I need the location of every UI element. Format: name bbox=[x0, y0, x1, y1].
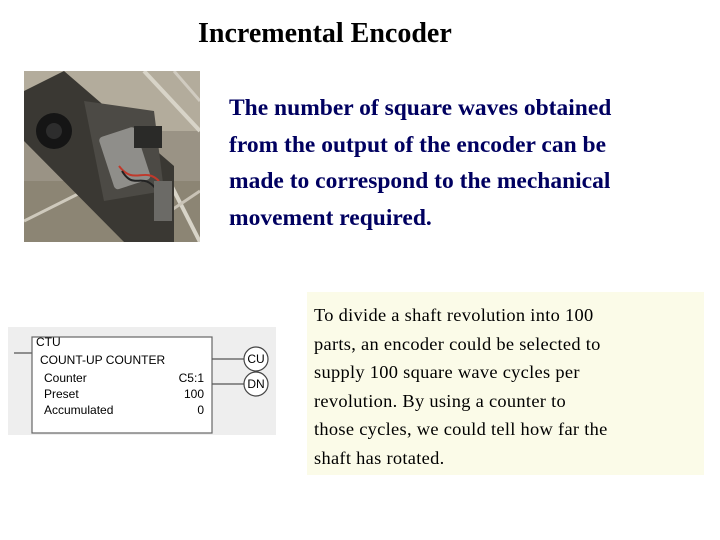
counter-label: Counter bbox=[44, 371, 87, 385]
note-box bbox=[307, 292, 704, 475]
counter-value: C5:1 bbox=[178, 371, 204, 385]
preset-value: 100 bbox=[183, 387, 204, 401]
body-line: The number of square waves obtained bbox=[229, 95, 612, 121]
count-up-counter-block bbox=[8, 327, 276, 435]
note-line: To divide a shaft revolution into 100 bbox=[314, 305, 594, 325]
encoder-photo bbox=[24, 71, 200, 242]
note-line: shaft has rotated. bbox=[314, 447, 445, 468]
body-line: from the output of the encoder can be bbox=[229, 131, 607, 158]
instruction-mnemonic: CTU bbox=[36, 335, 61, 349]
accumulated-label: Accumulated bbox=[44, 403, 114, 417]
cu-output-label: CU bbox=[247, 352, 265, 366]
dn-output-label: DN bbox=[247, 377, 265, 391]
note-line: those cycles, we could tell how far the bbox=[314, 419, 608, 440]
body-line: movement required. bbox=[229, 204, 432, 231]
body-line: made to correspond to the mechanical bbox=[229, 168, 611, 194]
note-line: revolution. By using a counter to bbox=[314, 390, 567, 411]
encoder-photo-graphic bbox=[24, 71, 200, 242]
ladder-rung-diagram bbox=[8, 327, 276, 435]
accumulated-value: 0 bbox=[197, 403, 204, 417]
instruction-name: COUNT-UP COUNTER bbox=[40, 353, 166, 367]
preset-label: Preset bbox=[44, 387, 79, 401]
instruction-box bbox=[32, 337, 212, 433]
note-line: supply 100 square wave cycles per bbox=[314, 362, 580, 383]
slide-title: Incremental Encoder bbox=[198, 18, 452, 49]
note-line: parts, an encoder could be selected to bbox=[314, 333, 601, 354]
body-paragraph bbox=[229, 90, 709, 236]
